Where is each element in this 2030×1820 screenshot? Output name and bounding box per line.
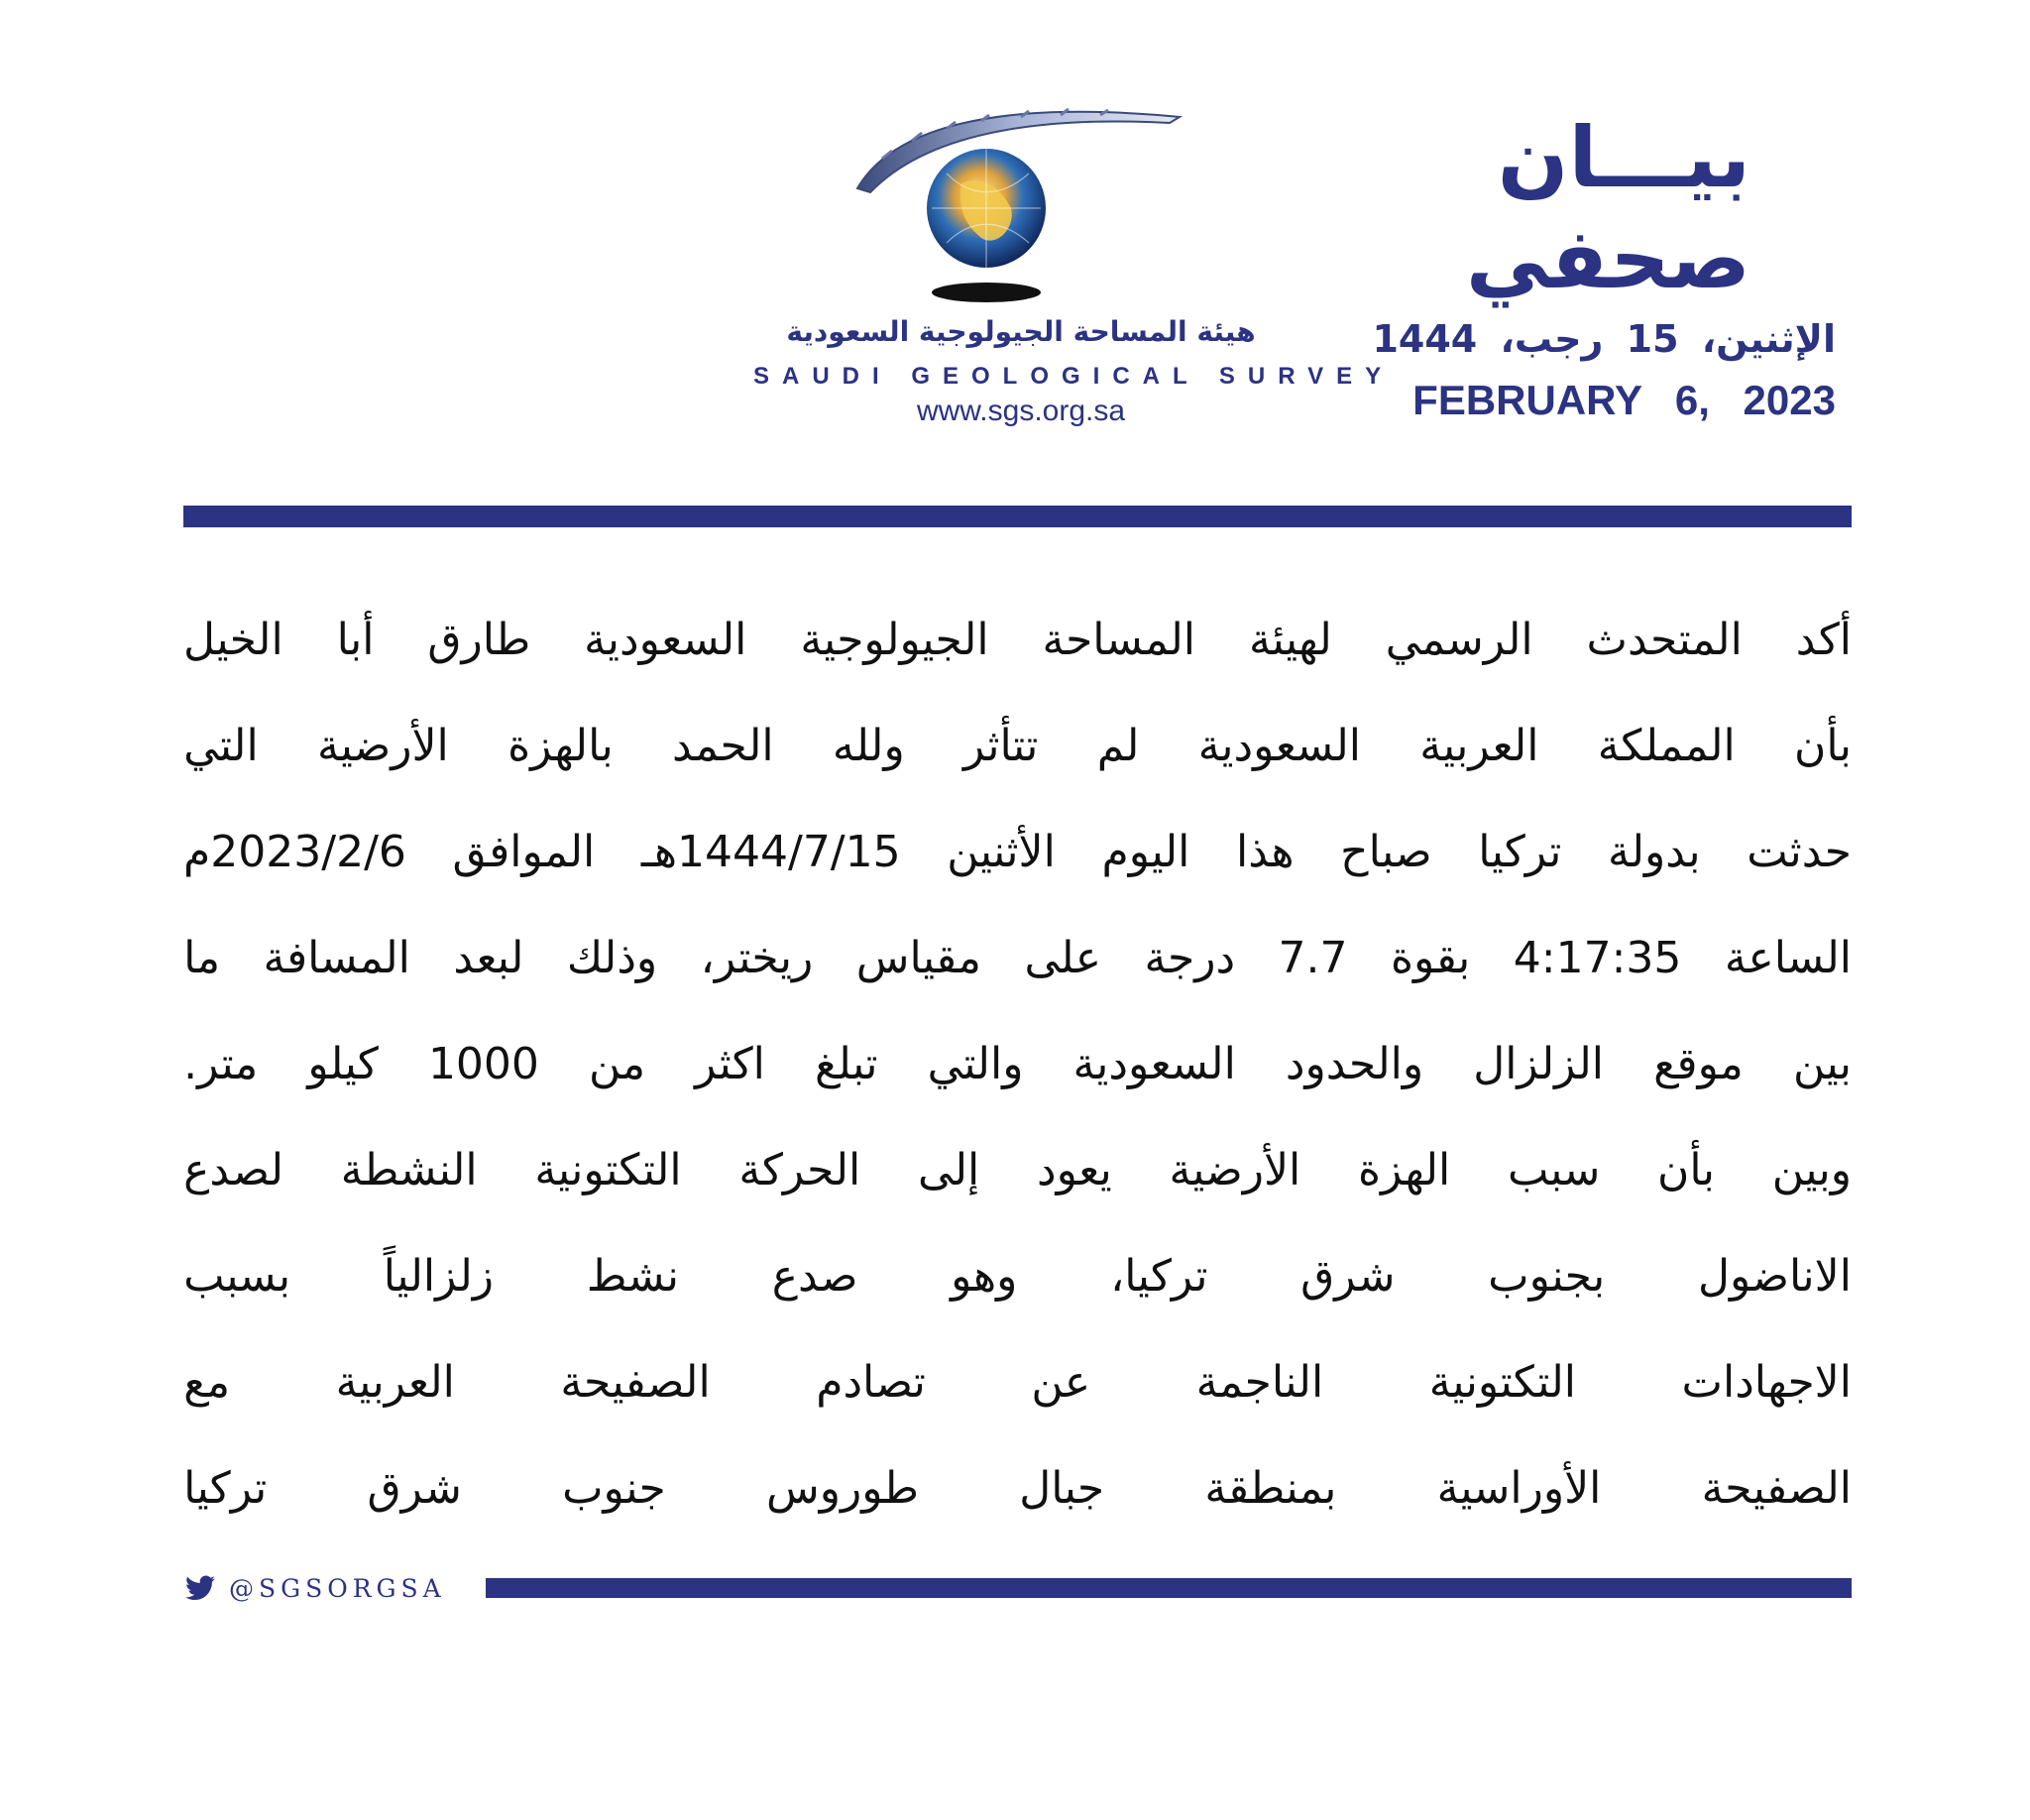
press-release-title (1423, 107, 1750, 309)
title-line-1: بيـــان (1497, 109, 1750, 206)
body-line (183, 905, 1852, 1011)
body-word: بالهزة (508, 721, 614, 771)
body-word: لهيئة (1248, 615, 1332, 665)
body-word: عن (1031, 1357, 1091, 1408)
sgs-logo (753, 89, 1395, 427)
body-word: الأوراسية (1436, 1463, 1602, 1514)
twitter-handle[interactable]: @SGSORGSA (229, 1573, 446, 1603)
body-word: 4:17:35 (1513, 933, 1682, 983)
body-word: المتحدث (1586, 615, 1743, 665)
body-word: تركيا (183, 1463, 268, 1514)
body-word: الخيل (183, 615, 283, 665)
body-line (183, 693, 1852, 799)
body-word: على (1024, 933, 1101, 983)
body-word: مقياس (855, 933, 981, 983)
body-word: حدثت (1747, 827, 1852, 877)
body-word: بسبب (183, 1251, 291, 1302)
body-word: تبلغ (815, 1039, 878, 1089)
body-word: الصفيحة (1701, 1463, 1852, 1514)
body-word: بأن (1794, 721, 1852, 771)
body-word: وذلك (566, 933, 658, 983)
body-word: الحركة (738, 1145, 861, 1195)
body-word: جنوب (562, 1463, 666, 1514)
body-word: شرق (367, 1463, 462, 1514)
body-word: التكتونية (1428, 1357, 1577, 1408)
globe-emblem-icon (852, 89, 1189, 317)
body-word: المسافة (263, 933, 410, 983)
logo-english-name: SAUDI GEOLOGICAL SURVEY (753, 363, 1395, 390)
body-word: الأثنين (947, 827, 1056, 877)
body-line (183, 799, 1852, 905)
body-word: لصدع (183, 1145, 284, 1195)
body-word: الموافق (452, 827, 596, 877)
logo-arabic-name: هيئة المساحة الجيولوجية السعودية (786, 315, 1256, 348)
body-word: شرق (1300, 1251, 1396, 1302)
body-word: صدع (771, 1251, 858, 1302)
body-word: الهزة (1358, 1145, 1451, 1195)
body-word: السعودية (584, 615, 747, 665)
body-word: العربية (1419, 721, 1539, 771)
body-word: جبال (1019, 1463, 1105, 1514)
body-word: التكتونية (534, 1145, 682, 1195)
body-word: تصادم (816, 1357, 926, 1408)
body-word: تركيا (1478, 827, 1562, 877)
body-word: بدولة (1608, 827, 1701, 877)
body-word: وهو (951, 1251, 1018, 1302)
header-divider (183, 506, 1852, 527)
body-word: والحدود (1285, 1039, 1424, 1089)
body-word: أكد (1795, 615, 1852, 665)
body-word: المملكة (1597, 721, 1736, 771)
body-word: وبين (1771, 1145, 1852, 1195)
body-word: لبعد (453, 933, 524, 983)
body-word: كيلو (307, 1039, 379, 1089)
body-line (183, 1329, 1852, 1435)
body-word: الاناضول (1697, 1251, 1852, 1302)
body-word: درجة (1144, 933, 1236, 983)
body-word: اكثر (695, 1039, 765, 1089)
body-word: بمنطقة (1204, 1463, 1337, 1514)
body-line (183, 1435, 1852, 1541)
body-word: الحمد (672, 721, 774, 771)
body-line (183, 587, 1852, 693)
body-word: من (589, 1039, 646, 1089)
body-word: متر. (183, 1039, 259, 1089)
body-word: الصفيحة (560, 1357, 711, 1408)
press-release-body (183, 587, 1852, 1541)
body-word: لم (1096, 721, 1140, 771)
body-word: مع (183, 1357, 231, 1408)
title-line-2: صحفي (1465, 210, 1750, 307)
body-word: بين (1792, 1039, 1852, 1089)
body-line (183, 1223, 1852, 1329)
body-word: يعود (1036, 1145, 1112, 1195)
body-word: أبا (336, 615, 375, 665)
body-word: الرسمي (1385, 615, 1533, 665)
body-word: الأرضية (1169, 1145, 1301, 1195)
body-word: 2023/2/6م (183, 827, 406, 877)
body-word: التي (183, 721, 259, 771)
body-word: موقع (1653, 1039, 1744, 1089)
body-word: اليوم (1101, 827, 1190, 877)
body-word: والتي (927, 1039, 1024, 1089)
footer-divider (486, 1578, 1852, 1598)
website-link[interactable]: www.sgs.org.sa (916, 395, 1126, 427)
body-word: نشط (586, 1251, 680, 1302)
body-word: زلزالياً (383, 1251, 495, 1302)
body-word: السعودية (1197, 721, 1361, 771)
body-word: صباح (1340, 827, 1432, 877)
body-word: الزلزال (1473, 1039, 1605, 1089)
body-word: هذا (1236, 827, 1295, 877)
body-word: بأن (1657, 1145, 1716, 1195)
body-word: ريختر، (700, 933, 814, 983)
body-word: النشطة (340, 1145, 478, 1195)
body-word: طارق (427, 615, 531, 665)
body-word: سبب (1507, 1145, 1601, 1195)
body-word: ما (183, 933, 221, 983)
body-word: تركيا، (1110, 1251, 1208, 1302)
body-word: طوروس (766, 1463, 919, 1514)
body-word: 1000 (427, 1039, 539, 1089)
body-word: 1444/7/15هـ (640, 827, 901, 877)
body-word: إلى (917, 1145, 980, 1195)
twitter-link[interactable] (185, 1570, 446, 1606)
hijri-date: الإثنين، 15 رجب، 1444 (1372, 317, 1836, 361)
body-word: المساحة (1042, 615, 1196, 665)
body-word: العربية (335, 1357, 455, 1408)
body-word: السعودية (1072, 1039, 1236, 1089)
body-word: ولله (832, 721, 905, 771)
body-word: بجنوب (1488, 1251, 1606, 1302)
body-line (183, 1011, 1852, 1117)
body-word: الأرضية (316, 721, 449, 771)
body-word: 7.7 (1278, 933, 1348, 983)
body-word: بقوة (1391, 933, 1471, 983)
body-line (183, 1117, 1852, 1223)
body-word: الساعة (1724, 933, 1852, 983)
body-word: تتأثر (962, 721, 1039, 771)
body-word: الناجمة (1195, 1357, 1324, 1408)
body-word: الجيولوجية (800, 615, 989, 665)
gregorian-date: FEBRUARY 6, 2023 (1412, 377, 1836, 423)
body-word: الاجهادات (1681, 1357, 1852, 1408)
twitter-bird-icon (185, 1575, 215, 1601)
